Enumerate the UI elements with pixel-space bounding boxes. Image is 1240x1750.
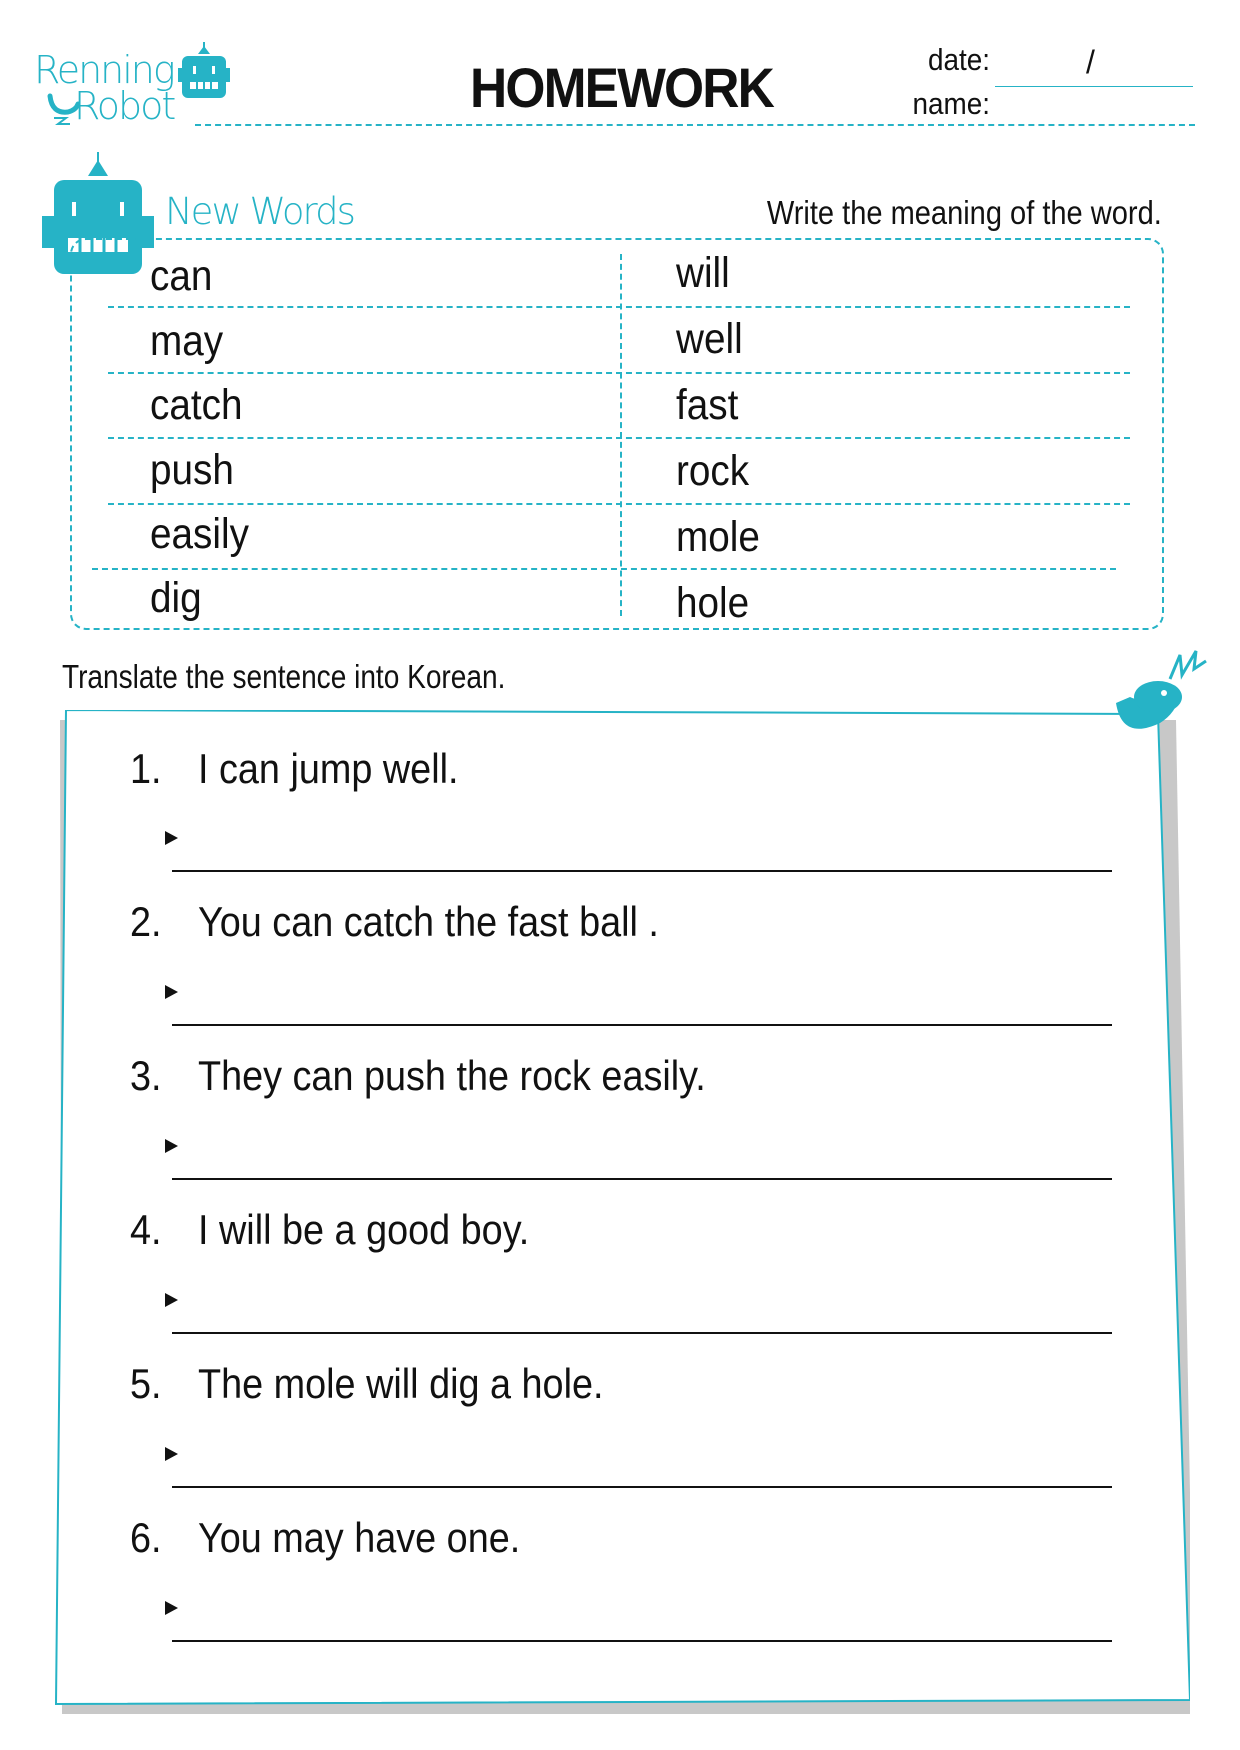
translation-instruction: Translate the sentence into Korean. xyxy=(62,658,506,695)
row-divider xyxy=(108,437,1130,439)
sentence-text: You can catch the fast ball . xyxy=(198,898,659,945)
date-label: date: xyxy=(927,42,990,77)
new-words-instruction: Write the meaning of the word. xyxy=(767,194,1162,231)
row-divider xyxy=(108,372,1130,374)
sentence-text: I can jump well. xyxy=(198,745,459,792)
word-easily: easily xyxy=(150,510,249,558)
row-divider xyxy=(92,568,1116,570)
answer-line[interactable] xyxy=(172,1448,1112,1488)
sentence-text: I will be a good boy. xyxy=(198,1206,530,1253)
sentence-number: 3. xyxy=(130,1052,162,1099)
bird-mascot-icon xyxy=(1098,645,1208,755)
sentence-number: 5. xyxy=(130,1360,162,1407)
word-catch: catch xyxy=(150,381,243,429)
robot-head-icon xyxy=(178,40,230,110)
date-separator: / xyxy=(1086,44,1095,80)
sentence-text: You may have one. xyxy=(198,1514,521,1561)
word-dig: dig xyxy=(150,574,202,622)
word-hole: hole xyxy=(676,579,750,627)
word-fast: fast xyxy=(676,381,739,429)
word-can: can xyxy=(150,252,213,300)
answer-line[interactable] xyxy=(172,1294,1112,1334)
date-field[interactable] xyxy=(995,86,1193,87)
word-will: will xyxy=(676,249,730,297)
row-divider xyxy=(108,503,1130,505)
answer-line[interactable] xyxy=(172,1140,1112,1180)
name-label: name: xyxy=(912,86,990,121)
logo-line1: Renning xyxy=(34,48,174,92)
header-divider xyxy=(195,124,1195,126)
word-rock: rock xyxy=(676,447,750,495)
column-divider xyxy=(620,254,622,616)
logo-bird-icon xyxy=(46,90,86,126)
word-well: well xyxy=(676,315,743,363)
sentence-number: 1. xyxy=(130,745,162,792)
sentence-text: The mole will dig a hole. xyxy=(198,1360,604,1407)
answer-line[interactable] xyxy=(172,986,1112,1026)
new-words-title: New Words xyxy=(165,190,354,233)
answer-line[interactable] xyxy=(172,832,1112,872)
page-title: HOMEWORK xyxy=(470,56,773,119)
word-mole: mole xyxy=(676,513,760,561)
answer-line[interactable] xyxy=(172,1602,1112,1642)
sentence-number: 6. xyxy=(130,1514,162,1561)
word-may: may xyxy=(150,317,224,365)
sentence-number: 2. xyxy=(130,898,162,945)
sentence-number: 4. xyxy=(130,1206,162,1253)
sentence-text: They can push the rock easily. xyxy=(198,1052,706,1099)
new-words-table xyxy=(70,238,1164,630)
word-push: push xyxy=(150,446,234,494)
row-divider xyxy=(108,306,1130,308)
logo-line2: Robot xyxy=(74,84,175,128)
